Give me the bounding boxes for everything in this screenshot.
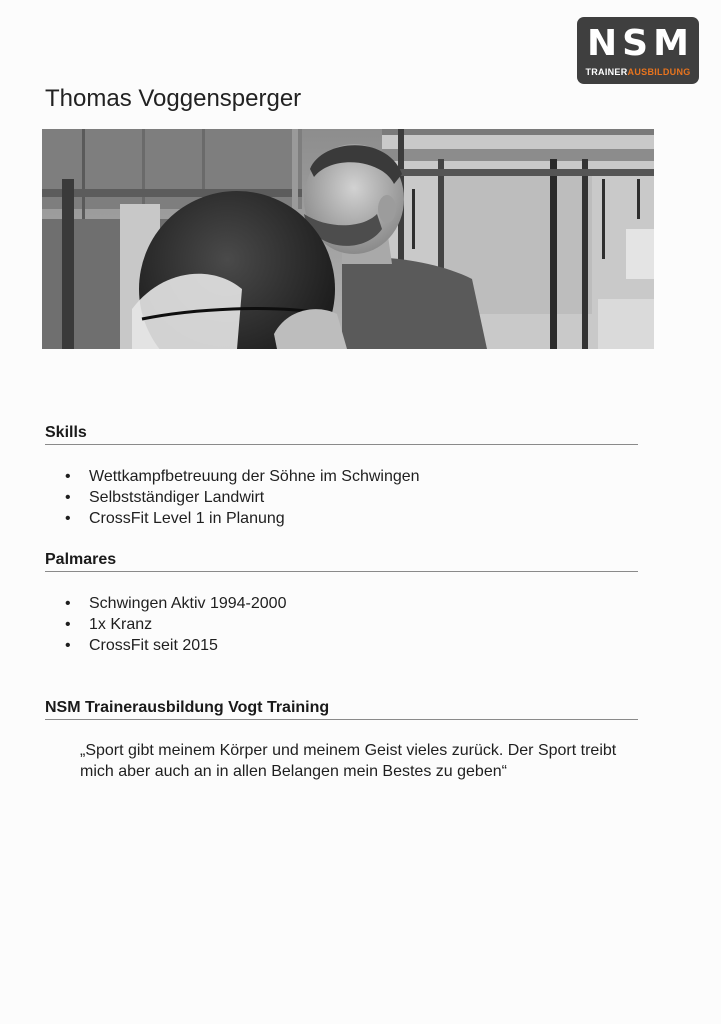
list-item: [45, 614, 286, 635]
nsm-logo: [577, 17, 699, 84]
list-item: [45, 508, 420, 529]
trainer-quote: „Sport gibt meinem Körper und meinem Geist vieles zurück. Der Sport treibt mich aber auch an in allen Belangen mein Bestes zu geben“: [80, 742, 617, 780]
list-item: [45, 593, 286, 614]
list-item-text: Schwingen Aktiv 1994-2000: [89, 595, 287, 612]
bullet-icon: •: [65, 595, 71, 612]
bullet-icon: •: [65, 489, 71, 506]
palmares-heading: Palmares: [45, 550, 638, 572]
list-item-text: 1x Kranz: [89, 616, 153, 633]
person-name: Thomas Voggensperger: [45, 85, 302, 112]
logo-subtitle-trainer: TRAINER: [585, 67, 628, 77]
training-heading: NSM Trainerausbildung Vogt Training: [45, 698, 638, 720]
trainer-photo: [42, 129, 654, 349]
logo-mark: NSM: [587, 23, 694, 64]
list-item-text: Selbstständiger Landwirt: [89, 489, 265, 506]
list-item-text: CrossFit seit 2015: [89, 637, 218, 654]
list-item-text: Wettkampfbetreuung der Söhne im Schwingen: [89, 468, 420, 485]
logo-subtitle-ausbildung: AUSBILDUNG: [627, 67, 691, 77]
palmares-list: [45, 593, 286, 656]
list-item-text: CrossFit Level 1 in Planung: [89, 510, 285, 527]
skills-heading: Skills: [45, 423, 638, 445]
list-item: [45, 487, 420, 508]
bullet-icon: •: [65, 637, 71, 654]
trainer-photo-image: [42, 129, 654, 349]
bullet-icon: •: [65, 510, 71, 527]
list-item: [45, 466, 420, 487]
skills-list: [45, 466, 420, 529]
list-item: [45, 635, 286, 656]
bullet-icon: •: [65, 616, 71, 633]
logo-subtitle: [577, 67, 699, 77]
bullet-icon: •: [65, 468, 71, 485]
